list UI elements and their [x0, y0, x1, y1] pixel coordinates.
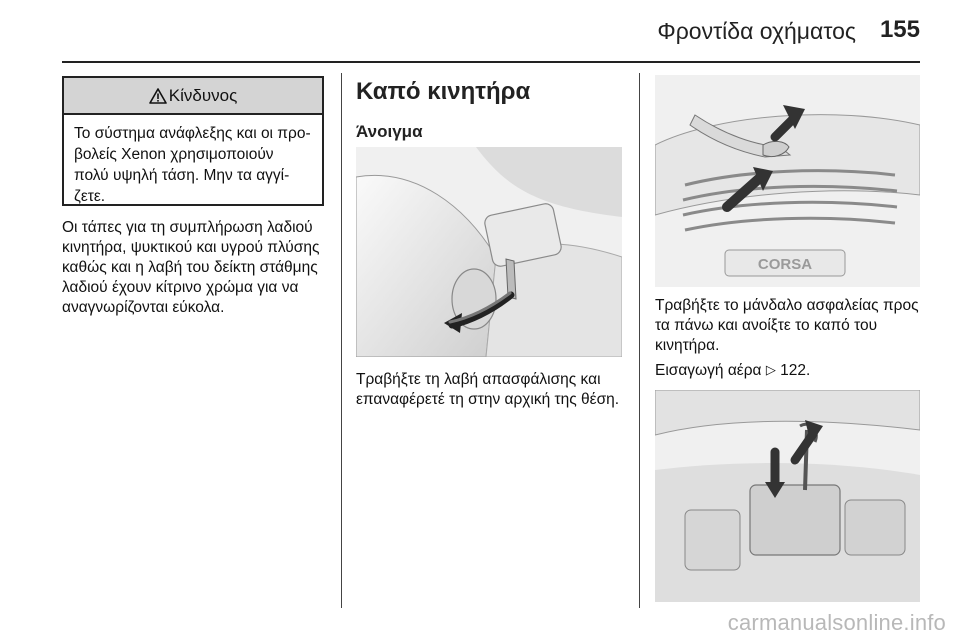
oil-caps-paragraph: Οι τάπες για τη συμπλήρωση λαδιού κινητήρα, ψυκτικού και υγρού πλύσης καθώς και η λαβή του δείκτη στάθμης λαδιού έχουν κίτρινο χρώμα για να αναγνωρίζονται εύκολα. — [62, 219, 320, 316]
release-lever-illustration — [356, 147, 622, 357]
danger-text: Το σύστημα ανάφλεξης και οι προ-βολείς Xenon χρησιμοποιούν πολύ υψηλή τάση. Μην τα αγγί-ζετε. — [74, 125, 311, 205]
license-plate-text: CORSA — [757, 256, 813, 273]
hood-catch-caption: Τραβήξτε το μάνδαλο ασφαλείας προς τα πάνω και ανοίξτε το καπό του κινητήρα. — [655, 297, 919, 354]
air-intake-reference-text: Εισαγωγή αέρα — [655, 362, 762, 379]
page-reference-icon: ▷ — [765, 362, 776, 377]
header-rule — [62, 61, 920, 63]
page-number: 155 — [879, 16, 920, 43]
page-header-title: Φροντίδα οχήματος — [657, 18, 856, 44]
watermark: carmanualsonline.info — [727, 610, 946, 635]
air-intake-reference — [655, 360, 925, 381]
column-divider-right — [639, 73, 640, 608]
warning-triangle-icon — [149, 88, 167, 104]
danger-title: Κίνδυνος — [168, 85, 238, 105]
release-lever-caption: Τραβήξτε τη λαβή απασφάλισης και επαναφέρετέ τη στην αρχική της θέση. — [356, 371, 620, 408]
hood-safety-catch-illustration — [655, 75, 920, 287]
section-title: Καπό κινητήρα — [356, 78, 531, 105]
danger-warning-box — [62, 76, 324, 206]
hood-prop-rod-illustration — [655, 390, 920, 602]
column-divider-left — [341, 73, 342, 608]
danger-header — [64, 78, 322, 115]
subsection-title: Άνοιγμα — [356, 122, 423, 141]
air-intake-reference-page[interactable]: 122. — [780, 362, 811, 379]
